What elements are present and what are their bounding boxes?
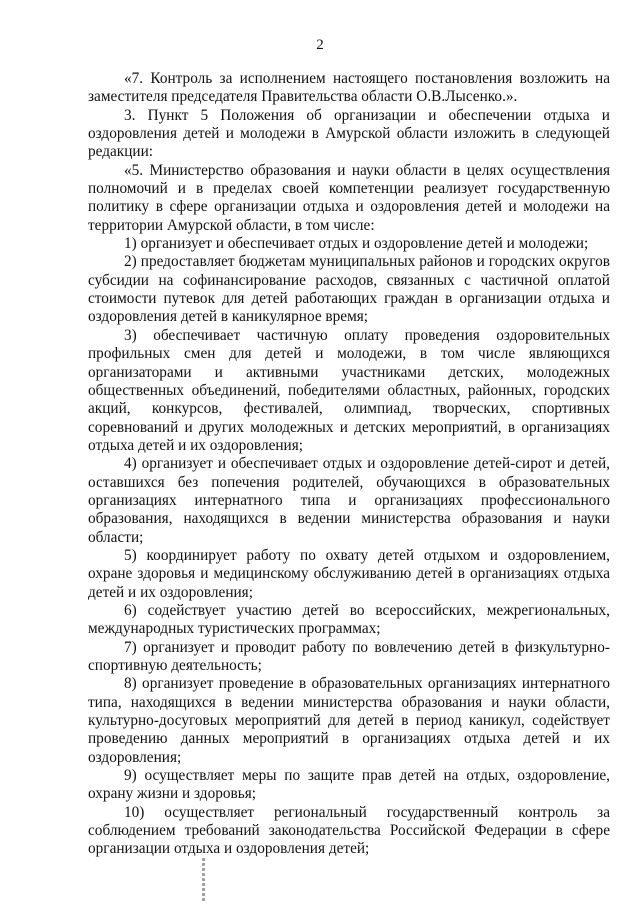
- paragraph-control-clause: «7. Контроль за исполнением настоящего постановления возложить на заместителя председателя Правительства области О.В.Лысенко.».: [88, 70, 610, 106]
- list-item-8: 8) организует проведение в образовательных организациях интернатного типа, находящихся в ведении министерства образования и науки области, культурно-досуговых мероприятий для детей в период каникул, содействует проведению данных мероприятий в организациях отдыха детей и их оздоровления;: [88, 675, 610, 766]
- document-body: [88, 70, 610, 859]
- paragraph-item-5-intro: «5. Министерство образования и науки области в целях осуществления полномочий и в пределах своей компетенции реализует государственную политику в сфере организации отдыха и оздоровления детей и молодежи на территории Амурской области, в том числе:: [88, 161, 610, 234]
- page-number: 2: [316, 37, 324, 53]
- list-item-6: 6) содействует участию детей во всероссийских, межрегиональных, международных туристических программах;: [88, 601, 610, 638]
- paragraph-item-3: 3. Пункт 5 Положения об организации и обеспечении отдыха и оздоровления детей и молодежи в Амурской области изложить в следующей редакции:: [88, 106, 610, 161]
- list-item-2: 2) предоставляет бюджетам муниципальных районов и городских округов субсидии на софинансирование расходов, связанных с частичной оплатой стоимости путевок для детей работающих граждан в организации отдыха и оздоровления детей в каникулярное время;: [88, 253, 610, 326]
- list-item-7: 7) организует и проводит работу по вовлечению детей в физкультурно-спортивную деятельность;: [88, 638, 610, 674]
- list-item-9: 9) осуществляет меры по защите прав детей на отдых, оздоровление, охрану жизни и здоровья;: [88, 767, 610, 803]
- list-item-4: 4) организует и обеспечивает отдых и оздоровление детей-сирот и детей, оставшихся без попечения родителей, обучающихся в образовательных организациях интернатного типа и организациях профессионального образования, находящихся в ведении министерства образования и науки области;: [88, 455, 610, 546]
- list-item-1: 1) организует и обеспечивает отдых и оздоровление детей и молодежи;: [124, 235, 589, 253]
- list-item-5: 5) координирует работу по охвату детей отдыхом и оздоровлением, охране здоровья и медицинскому обслуживанию детей в организациях отдыха детей и их оздоровления;: [88, 546, 610, 601]
- list-item-3: 3) обеспечивает частичную оплату проведения оздоровительных профильных смен для детей и молодежи, в том числе являющихся организаторами и активными участниками детских, молодежных общественных объединений, победителями областных, районных, городских акций, конкурсов, фестивалей, олимпиад, творческих, спортивных соревнований и других молодежных и детских мероприятий, в организациях отдыха детей и их оздоровления;: [88, 326, 610, 454]
- list-item-10: 10) осуществляет региональный государственный контроль за соблюдением требований законодательства Российской Федерации в сфере организации отдыха и оздоровления детей;: [88, 803, 610, 858]
- scan-artifact-mark: [202, 858, 205, 902]
